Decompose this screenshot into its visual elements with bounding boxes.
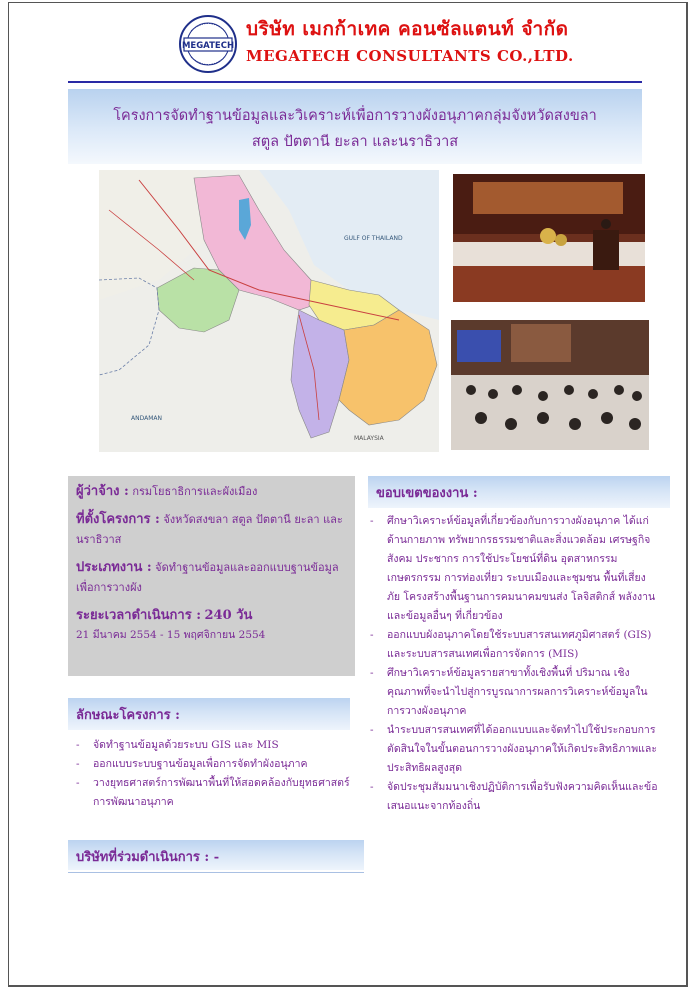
characteristics-heading: ลักษณะโครงการ : (68, 698, 350, 730)
employer-row (76, 482, 347, 502)
employer-value: กรมโยธาธิการและผังเมือง (132, 485, 258, 498)
duration-row (76, 606, 347, 626)
company-name-thai: บริษัท เมกก้าเทค คอนซัลแตนท์ จำกัด (246, 18, 569, 40)
list-item: - จัดประชุมสัมมนาเชิงปฏิบัติการเพื่อรับฟังความคิดเห็นและข้อเสนอแนะจากท้องถิ่น (368, 778, 658, 816)
company-logo (178, 14, 238, 74)
list-item: - นำระบบสารสนเทศที่ได้ออกแบบและจัดทำไปใช้ประกอบการตัดสินใจในขั้นตอนการวางผังอนุภาคให้เกิดประสิทธิภาพและประสิทธิผลสูงสุด (368, 721, 658, 778)
list-item: - ออกแบบระบบฐานข้อมูลเพื่อการจัดทำผังอนุภาค (74, 755, 354, 774)
scope-list (368, 512, 658, 816)
location-value: จังหวัดสงขลา สตูล ปัตตานี ยะลา และนราธิวาส (76, 513, 343, 546)
project-dates: 21 มีนาคม 2554 - 15 พฤศจิกายน 2554 (76, 629, 266, 641)
map-label-andaman: ANDAMAN (131, 415, 162, 422)
characteristics-list (74, 736, 354, 812)
type-value: จัดทำฐานข้อมูลและออกแบบฐานข้อมูลเพื่อการวางผัง (76, 561, 339, 594)
region-map (99, 170, 439, 452)
type-row (76, 558, 347, 598)
scope-heading: ขอบเขตของงาน : (368, 476, 670, 508)
map-label-malaysia: MALAYSIA (354, 435, 384, 442)
list-item: - ศึกษาวิเคราะห์ข้อมูลรายสาขาทั้งเชิงพื้นที่ ปริมาณ เชิงคุณภาพที่จะนำไปสู่การบูรณาการผลการวิเคราะห์ข้อมูลในการวางผังอนุภาค (368, 664, 658, 721)
partner-heading: บริษัทที่ร่วมดำเนินการ : - (68, 840, 364, 870)
logo-text: MEGATECH (181, 41, 235, 51)
project-title (68, 89, 642, 164)
duration-label: ระยะเวลาดำเนินการ : (76, 608, 202, 623)
duration-value: 240 วัน (204, 608, 253, 623)
list-item: - จัดทำฐานข้อมูลด้วยระบบ GIS และ MIS (74, 736, 354, 755)
project-info-box (68, 476, 355, 676)
company-name-english: MEGATECH CONSULTANTS CO.,LTD. (246, 47, 574, 65)
partner-rule (68, 872, 364, 873)
project-title-line-2: สตูล ปัตตานี ยะลา และนราธิวาส (251, 134, 459, 150)
location-row (76, 510, 347, 550)
project-title-line-1: โครงการจัดทำฐานข้อมูลและวิเคราะห์เพื่อการวางผังอนุภาคกลุ่มจังหวัดสงขลา (113, 108, 597, 124)
seminar-photo-2 (451, 320, 649, 450)
type-label: ประเภทงาน : (76, 560, 152, 575)
list-item: - ศึกษาวิเคราะห์ข้อมูลที่เกี่ยวข้องกับการวางผังอนุภาค ได้แก่ ด้านกายภาพ ทรัพยากรธรรมชาติและสิ่งแวดล้อม เศรษฐกิจสังคม ประชากร การใช้ประโยชน์ที่ดิน อุตสาหกรรม เกษตรกรรม การท่องเที่ยว ระบบเมืองและชุมชน พื้นที่เสี่ยงภัย โครงสร้างพื้นฐานการคมนาคมขนส่ง โลจิสติกส์ พลังงาน และข้อมูลอื่นๆ ที่เกี่ยวข้อง (368, 512, 658, 626)
map-label-gulf: GULF OF THAILAND (344, 235, 403, 242)
list-item: - ออกแบบผังอนุภาคโดยใช้ระบบสารสนเทศภูมิศาสตร์ (GIS) และระบบสารสนเทศเพื่อการจัดการ (MIS) (368, 626, 658, 664)
employer-label: ผู้ว่าจ้าง : (76, 484, 129, 499)
seminar-photo-1 (453, 174, 645, 302)
list-item: - วางยุทธศาสตร์การพัฒนาพื้นที่ให้สอดคล้องกับยุทธศาสตร์การพัฒนาอนุภาค (74, 774, 354, 812)
location-label: ที่ตั้งโครงการ : (76, 512, 160, 527)
header-rule (68, 81, 642, 83)
